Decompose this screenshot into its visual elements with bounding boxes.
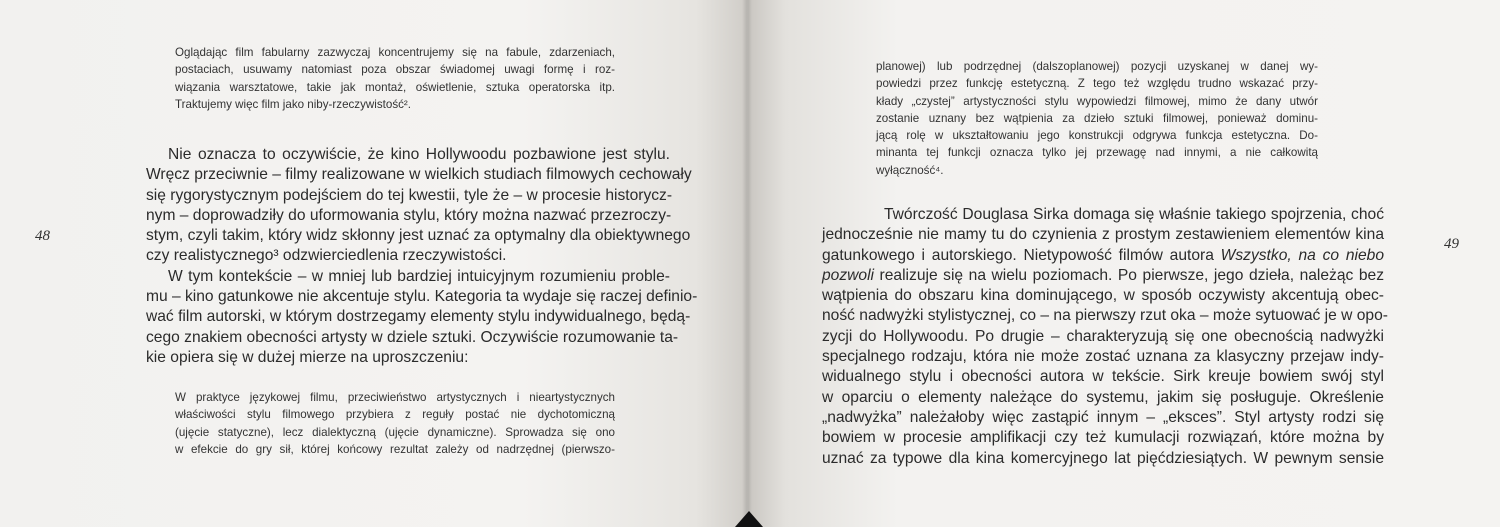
film-title-end: pozwoli [822,266,875,284]
quote-line: Oglądając film fabularny zazwyczaj koncentrujemy się na fabule, zdarzeniach, [175,46,615,59]
quote-line: wiązania warsztatowe, takie jak montaż, oświetlenie, sztuka operatorska itp. [175,80,615,94]
body-line: jednocześnie nie mamy tu do czynienia z prostym zestawieniem elementów kina [822,226,1384,244]
body-line: nym – doprowadziły do uformowania stylu, który można nazwać przezroczy- [146,206,672,224]
quote-line: postaciach, usuwamy natomiast poza obszar świadomej uwagi formę i roz- [175,63,615,77]
film-title: Wszystko, na co niebo [1220,246,1384,264]
quote-line: planowej) lub podrzędnej (dalszoplanowej) pozycji uzyskanej w danej wy- [876,60,1318,73]
body-line: cego znakiem obecności artysty w dziele sztuki. Oczywiście rozumowanie ta- [146,328,679,346]
quote-line: powiedzi przez funkcję estetyczną. Z tego też względu trudno wskazać przy- [876,77,1318,91]
block-quote-bottom-left [175,389,615,458]
quote-line: wyłączność⁴. [876,163,944,177]
left-page [0,0,748,527]
quote-line: w efekcie do gry sił, której końcowy rezultat zależy od nadrzędnej (pierwszo- [175,442,615,456]
quote-line: W praktyce językowej filmu, przeciwieństwo artystycznych i nieartystycznych [175,391,615,404]
block-quote-top-left [175,44,615,113]
quote-line: jącą rolę w ukształtowaniu jego konstrukcji odgrywa funkcja estetyczna. Do- [876,129,1318,143]
body-line: specjalnego rodzaju, która nie może zostać uznana za klasyczny przejaw indy- [822,348,1384,366]
page-number-right: 49 [1444,236,1459,252]
body-text-span: gatunkowego i autorskiego. Nietypowość filmów autora [822,246,1214,264]
body-line: mu – kino gatunkowe nie akcentuje stylu. Kategoria ta wydaje się raczej definio- [146,288,698,306]
body-text-span: realizuje się na wielu poziomach. Po pierwsze, jego dzieła, należąc bez [874,266,1384,284]
body-line: W tym kontekście – w mniej lub bardziej intuicyjnym rozumieniu proble- [168,267,670,285]
body-line: w oparciu o elementy należące do systemu, jakim się posługuje. Określenie [822,388,1384,406]
block-quote-right [876,58,1318,179]
body-line: uznać za typowe dla kina komercyjnego lat pięćdziesiątych. W pewnym sensie [822,449,1384,467]
body-line: zycji do Hollywoodu. Po drugie – charakteryzują się one obecnością nadwyżki [822,327,1384,345]
body-line: Twórczość Douglasa Sirka domaga się właśnie takiego spojrzenia, choć [884,206,1384,223]
body-line: Wręcz przeciwnie – filmy realizowane w wielkich studiach filmowych cechowały [146,166,692,184]
body-line: kie opiera się w dużej mierze na uproszczeniu: [146,348,469,366]
body-line: się rygorystycznym podejściem do tej kwestii, tyle że – w procesie historycz- [146,186,673,204]
body-line: ność nadwyżki stylistycznej, co – na pierwszy rzut oka – może sytuować je w opo- [822,307,1388,325]
quote-line: kłady „czystej” artystyczności stylu wypowiedzi filmowej, mimo że dany utwór [876,94,1318,108]
body-line: wątpienia do obszaru kina dominującego, w sposób oczywisty akcentują obec- [822,287,1384,305]
body-line: bowiem w procesie amplifikacji czy też kumulacji rozwiązań, które można by [822,429,1384,447]
page-number-left: 48 [35,228,50,244]
body-line: „nadwyżka” należałoby więc zastąpić innym – „eksces”. Styl artysty rodzi się [822,408,1384,426]
body-line: widualnego stylu i obecności autora w tekście. Sirk kreuje bowiem swój styl [822,368,1384,386]
page-corner-shadow [735,511,763,527]
body-line: wać film autorski, w którym dostrzegamy elementy stylu indywidualnego, będą- [146,308,691,326]
quote-line: właściwości stylu filmowego przybiera z reguły postać nie dychotomiczną [175,408,615,422]
body-line [822,266,1384,286]
body-line: Nie oznacza to oczywiście, że kino Hollywoodu pozbawione jest stylu. [168,146,670,163]
body-line [822,246,1384,266]
quote-line: Traktujemy więc film jako niby-rzeczywistość². [175,97,411,111]
body-text-right [822,205,1388,469]
quote-line: zostanie uznany bez wątpienia za dzieło sztuki filmowej, ponieważ dominu- [876,111,1318,125]
body-line: stym, czyli takim, który widz skłonny jest uznać za optymalny dla obiektywnego [146,227,691,245]
quote-line: minanta tej funkcji oznacza tylko jej przewagę nad innymi, a nie całkowitą [876,146,1318,160]
book-gutter [742,0,752,527]
body-text-left [146,145,698,368]
body-line: czy realistycznego³ odzwierciedlenia rzeczywistości. [146,247,507,265]
right-page [748,0,1500,527]
quote-line: (ujęcie statyczne), lecz dialektyczną (ujęcie dynamiczne). Sprowadza się ono [175,425,615,439]
